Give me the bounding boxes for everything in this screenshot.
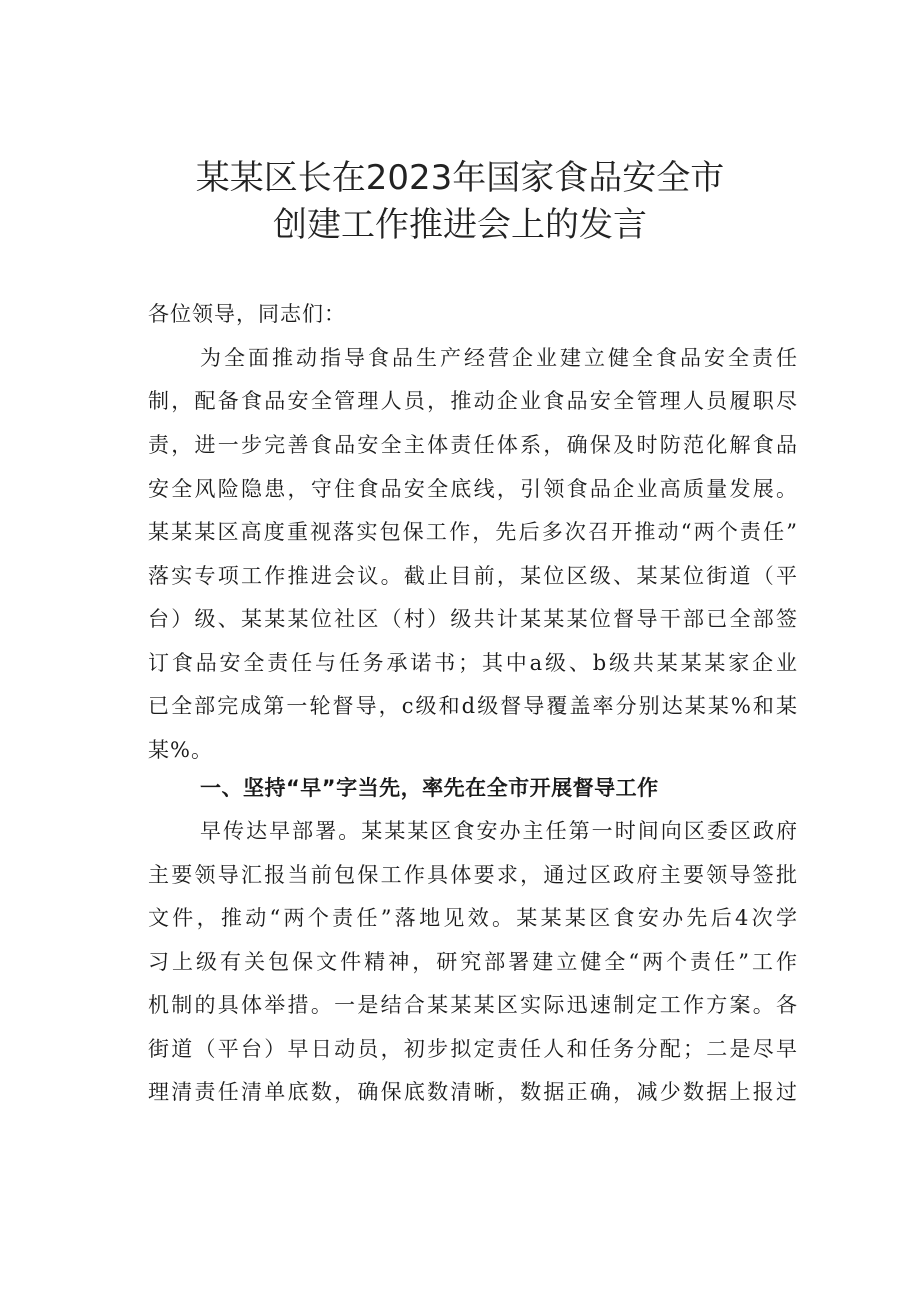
section-heading-1: 一、坚持“早”字当先，率先在全市开展督导工作: [200, 776, 659, 800]
document-title-line-1: 某某区长在2023年国家食品安全市: [195, 158, 725, 198]
paragraph-1-line: 为全面推动指导食品生产经营企业建立健全食品安全责任: [200, 346, 798, 370]
paragraph-1-line: 落实专项工作推进会议。截止目前，某位区级、某某位街道（平: [148, 564, 798, 588]
paragraph-1-line: 台）级、某某某位社区（村）级共计某某某位督导干部已全部签: [148, 607, 798, 631]
paragraph-1-line: 某某某区高度重视落实包保工作，先后多次召开推动“两个责任”: [148, 520, 798, 544]
document-title-line-2: 创建工作推进会上的发言: [273, 205, 647, 245]
salutation: 各位领导，同志们：: [148, 302, 346, 326]
paragraph-2-line: 理清责任清单底数，确保底数清晰，数据正确，减少数据上报过: [148, 1080, 798, 1104]
paragraph-2-line: 文件，推动“两个责任”落地见效。某某某区食安办先后4次学: [148, 906, 798, 930]
paragraph-2-line: 早传达早部署。某某某区食安办主任第一时间向区委区政府: [200, 819, 798, 843]
paragraph-1-line: 安全风险隐患，守住食品安全底线，引领食品企业高质量发展。: [148, 477, 798, 501]
paragraph-2-line: 机制的具体举措。一是结合某某某区实际迅速制定工作方案。各: [148, 993, 798, 1017]
paragraph-1-line: 某%。: [148, 738, 213, 762]
paragraph-1-line: 责，进一步完善食品安全主体责任体系，确保及时防范化解食品: [148, 433, 798, 457]
paragraph-2-line: 街道（平台）早日动员，初步拟定责任人和任务分配；二是尽早: [148, 1037, 798, 1061]
paragraph-2-line: 习上级有关包保文件精神，研究部署建立健全“两个责任”工作: [148, 950, 798, 974]
paragraph-1-line: 已全部完成第一轮督导，c级和d级督导覆盖率分别达某某%和某: [148, 694, 798, 718]
paragraph-1-line: 制，配备食品安全管理人员，推动企业食品安全管理人员履职尽: [148, 389, 798, 413]
paragraph-1-line: 订食品安全责任与任务承诺书；其中a级、b级共某某某家企业: [148, 651, 798, 675]
paragraph-2-line: 主要领导汇报当前包保工作具体要求，通过区政府主要领导签批: [148, 863, 798, 887]
